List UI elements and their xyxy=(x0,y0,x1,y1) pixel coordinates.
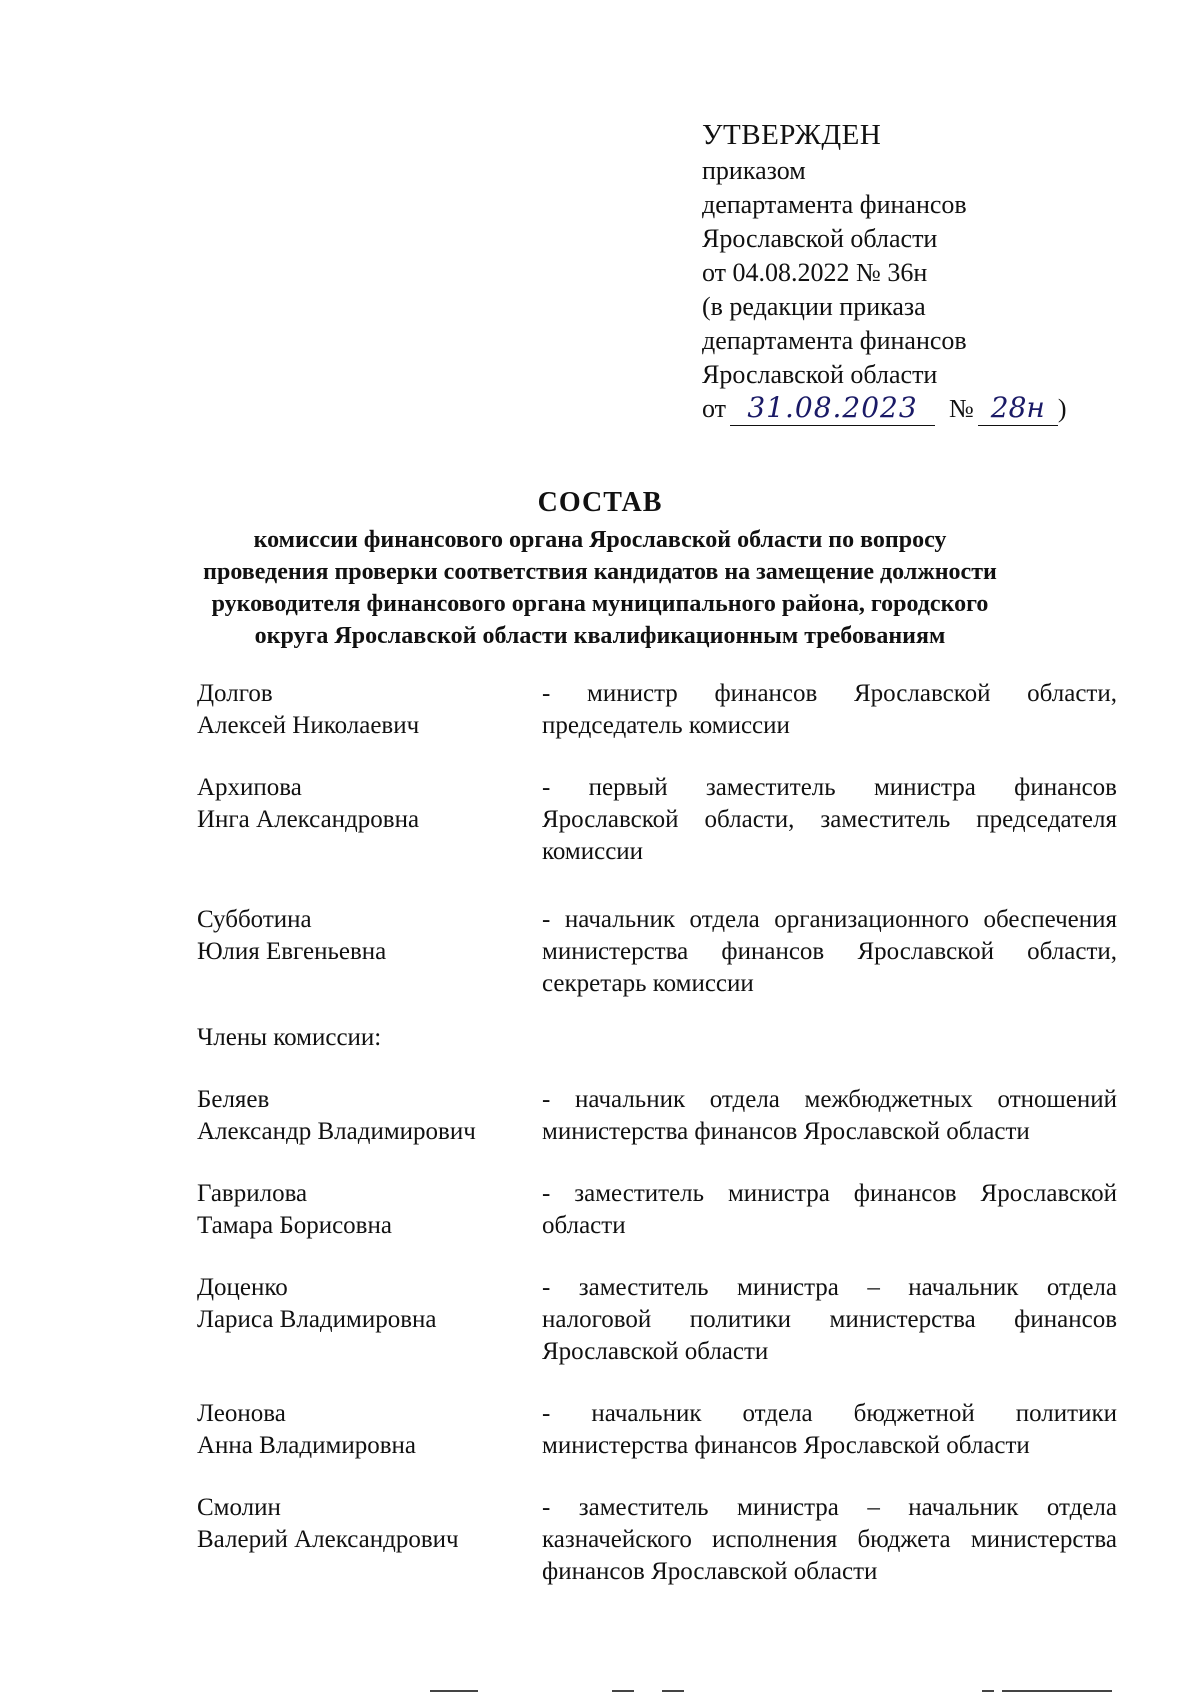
member-given-name: Валерий Александрович xyxy=(197,1526,459,1553)
member-role: - министр финансов Ярославской области, председатель комиссии xyxy=(542,680,1117,739)
member-given-name: Алексей Николаевич xyxy=(197,712,420,739)
member-given-name: Александр Владимирович xyxy=(197,1118,476,1145)
member-row xyxy=(197,1178,1117,1242)
member-row xyxy=(197,1084,1117,1148)
member-name xyxy=(197,904,537,1000)
document-subtitle-line-2: проведения проверки соответствия кандидатов на замещение должности xyxy=(203,559,997,585)
commission-members xyxy=(197,678,1117,1588)
document-subtitle-line-4: округа Ярославской области квалификационным требованиям xyxy=(254,623,946,649)
member-surname: Леонова xyxy=(197,1400,286,1427)
approval-line-6: департамента финансов xyxy=(702,326,967,355)
member-given-name: Лариса Владимировна xyxy=(197,1306,437,1333)
member-surname: Доценко xyxy=(197,1274,288,1301)
member-given-name: Тамара Борисовна xyxy=(197,1212,392,1239)
member-row xyxy=(197,1398,1117,1462)
approval-stamp xyxy=(702,118,1122,426)
approval-line-2: департамента финансов xyxy=(702,190,967,219)
scan-artifact xyxy=(612,1690,634,1692)
approval-amendment-line xyxy=(702,392,1122,426)
member-row xyxy=(197,772,1117,868)
member-row xyxy=(197,904,1117,1000)
document-heading xyxy=(150,486,1050,652)
member-role: - начальник отдела межбюджетных отношений министерства финансов Ярославской области xyxy=(542,1086,1117,1145)
approval-line-3: Ярославской области xyxy=(702,224,938,253)
member-role: - первый заместитель министра финансов Ярославской области, заместитель председателя комиссии xyxy=(542,774,1117,865)
member-role: - начальник отдела организационного обеспечения министерства финансов Ярославской области, секретарь комиссии xyxy=(542,906,1117,997)
member-name xyxy=(197,1178,537,1242)
member-row xyxy=(197,678,1117,742)
handwritten-number: 28н xyxy=(978,393,1058,426)
document-subtitle-line-1: комиссии финансового органа Ярославской области по вопросу xyxy=(253,527,947,553)
member-row xyxy=(197,1492,1117,1588)
approval-title: УТВЕРЖДЕН xyxy=(702,119,882,151)
approval-line-1: приказом xyxy=(702,156,806,185)
member-surname: Субботина xyxy=(197,906,312,933)
approval-line-4: от 04.08.2022 № 36н xyxy=(702,258,928,287)
handwritten-date: 31.08.2023 xyxy=(730,393,935,426)
member-row xyxy=(197,1272,1117,1368)
member-given-name: Инга Александровна xyxy=(197,806,420,833)
member-surname: Беляев xyxy=(197,1086,270,1113)
member-name xyxy=(197,1398,537,1462)
member-role: - заместитель министра финансов Ярославской области xyxy=(542,1180,1117,1239)
member-given-name: Юлия Евгеньевна xyxy=(197,938,387,965)
member-name xyxy=(197,1272,537,1368)
member-name xyxy=(197,678,537,742)
approval-line-7: Ярославской области xyxy=(702,360,938,389)
member-role: - заместитель министра – начальник отдела казначейского исполнения бюджета министерства финансов Ярославской области xyxy=(542,1494,1117,1585)
document-title: СОСТАВ xyxy=(537,487,663,518)
document-subtitle-line-3: руководителя финансового органа муниципального района, городского xyxy=(211,591,989,617)
member-name xyxy=(197,772,537,868)
member-name xyxy=(197,1492,537,1588)
member-name xyxy=(197,1084,537,1148)
scan-artifact xyxy=(982,1690,994,1692)
number-sign: № xyxy=(949,394,974,423)
approval-from-prefix: от xyxy=(702,394,727,423)
member-surname: Архипова xyxy=(197,774,302,801)
member-surname: Долгов xyxy=(197,680,273,707)
member-given-name: Анна Владимировна xyxy=(197,1432,416,1459)
members-label: Члены комиссии: xyxy=(197,1024,382,1051)
member-surname: Гаврилова xyxy=(197,1180,308,1207)
scan-artifact xyxy=(1002,1690,1112,1692)
member-role: - заместитель министра – начальник отдела налоговой политики министерства финансов Ярославской области xyxy=(542,1274,1117,1365)
member-surname: Смолин xyxy=(197,1494,281,1521)
scan-artifact xyxy=(662,1690,684,1692)
scan-artifact xyxy=(430,1690,478,1692)
member-role: - начальник отдела бюджетной политики министерства финансов Ярославской области xyxy=(542,1400,1117,1459)
approval-line-5: (в редакции приказа xyxy=(702,292,926,321)
close-paren: ) xyxy=(1057,394,1067,423)
